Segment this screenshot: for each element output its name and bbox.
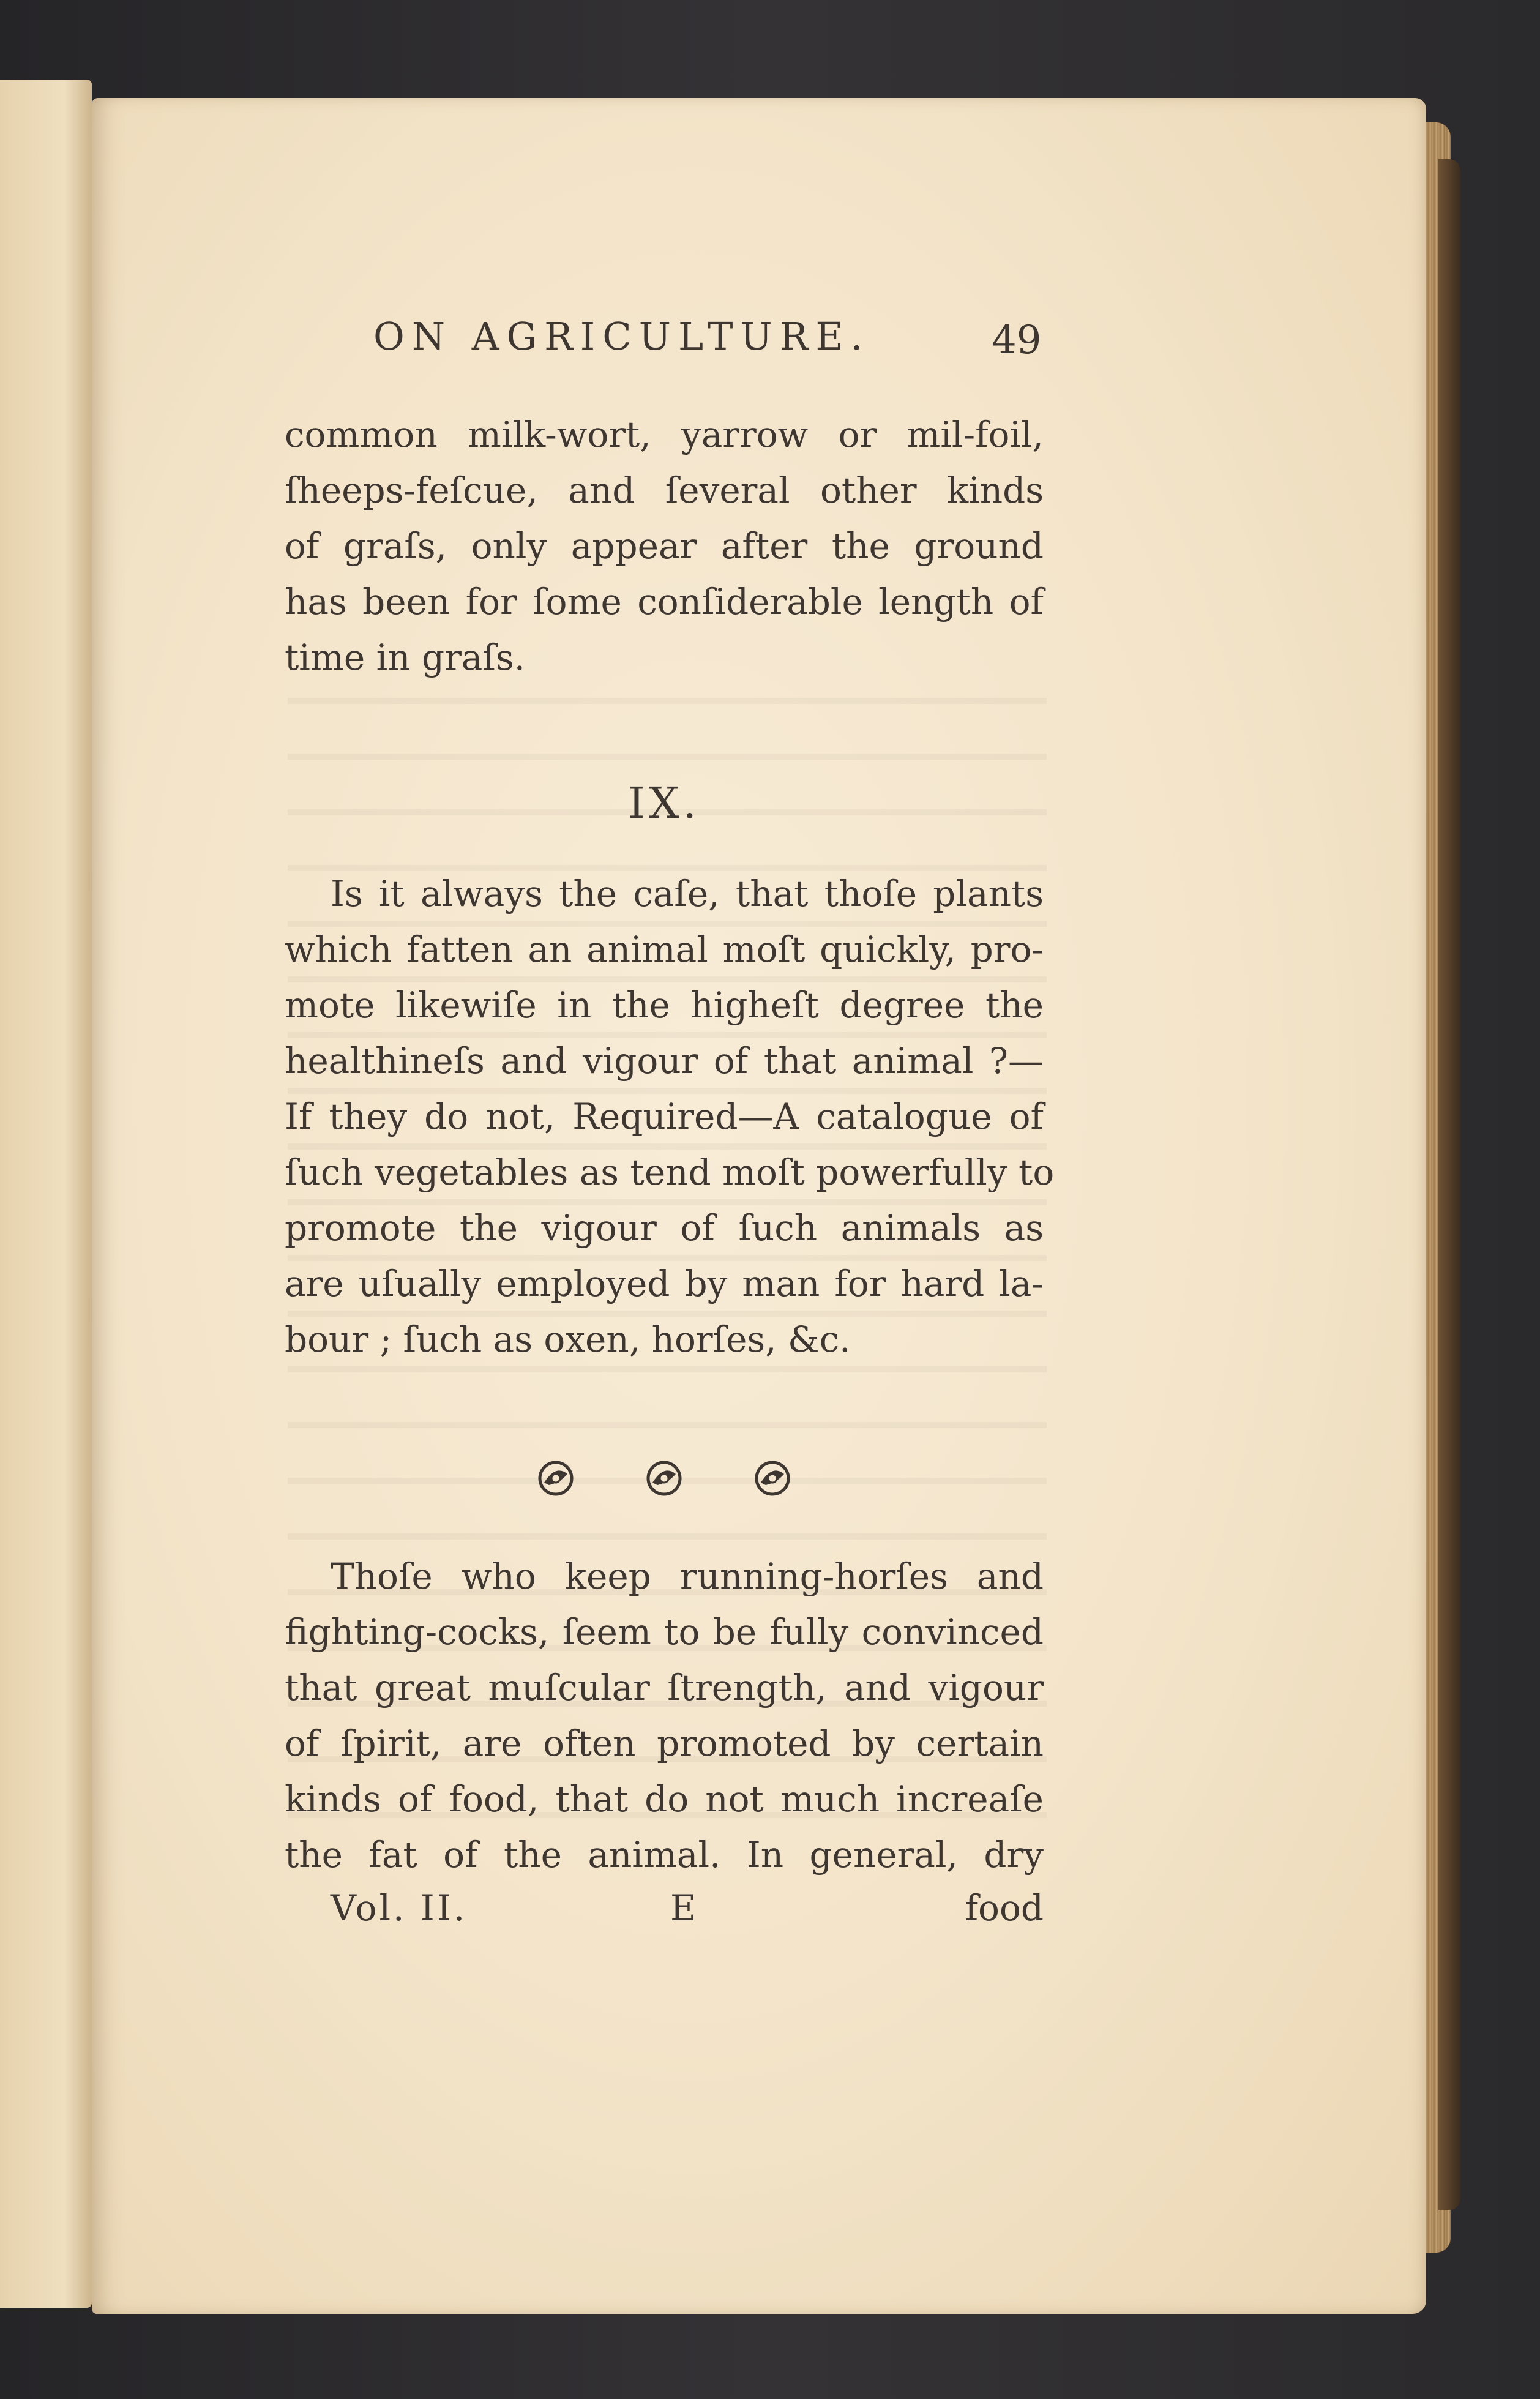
text-line: time in graſs. bbox=[285, 637, 526, 678]
text-line: of ſpirit, are often promoted by certain bbox=[285, 1723, 1044, 1764]
printer-ornament-icon bbox=[752, 1458, 793, 1499]
page-block-shadow bbox=[1438, 159, 1460, 2210]
text-line: Is it always the caſe, that thoſe plants bbox=[331, 873, 1044, 915]
facing-page-edge bbox=[0, 80, 92, 2308]
continued-paragraph bbox=[285, 407, 1044, 686]
running-title: ON AGRICULTURE. bbox=[373, 314, 870, 359]
text-line: bour ; ſuch as oxen, horſes, &c. bbox=[285, 1319, 851, 1360]
text-line: If they do not, Required—A catalogue of bbox=[285, 1096, 1044, 1137]
ornament-row bbox=[536, 1451, 793, 1506]
text-line: healthineſs and vigour of that animal ?— bbox=[285, 1040, 1044, 1082]
page-footer bbox=[331, 1881, 1044, 1936]
text-line: has been for ſome conſiderable length of bbox=[285, 581, 1044, 623]
text-line: are uſually employed by man for hard la- bbox=[285, 1263, 1044, 1304]
text-line: that great muſcular ſtrength, and vigour bbox=[285, 1667, 1044, 1708]
signature-mark: E bbox=[670, 1887, 697, 1929]
text-line: ſheeps-feſcue, and ſeveral other kinds bbox=[285, 470, 1044, 511]
volume-label: Vol. II. bbox=[331, 1887, 468, 1929]
text-line: of graſs, only appear after the ground bbox=[285, 525, 1044, 567]
text-line: ſuch vegetables as tend moſt powerfully to bbox=[285, 1151, 1055, 1193]
text-line: promote the vigour of ſuch animals as bbox=[285, 1207, 1044, 1249]
text-line: which fatten an animal moſt quickly, pro- bbox=[285, 929, 1044, 970]
text-line: fighting-cocks, ſeem to be fully convinced bbox=[285, 1611, 1044, 1653]
printer-ornament-icon bbox=[644, 1458, 684, 1499]
printer-ornament-icon bbox=[536, 1458, 576, 1499]
section-paragraph bbox=[285, 866, 1055, 1368]
page-header bbox=[282, 309, 1047, 364]
text-line: kinds of food, that do not much increaſe bbox=[285, 1778, 1044, 1820]
text-line: the fat of the animal. In general, dry bbox=[285, 1834, 1044, 1876]
text-line: common milk-wort, yarrow or mil-foil, bbox=[285, 414, 1044, 455]
text-line: Thoſe who keep running-horſes and bbox=[331, 1555, 1044, 1597]
text-line: mote likewiſe in the higheſt degree the bbox=[285, 984, 1044, 1026]
section-heading: IX. bbox=[628, 778, 700, 828]
page-number: 49 bbox=[992, 318, 1042, 363]
new-paragraph bbox=[285, 1549, 1044, 1883]
catchword: food bbox=[965, 1887, 1044, 1929]
